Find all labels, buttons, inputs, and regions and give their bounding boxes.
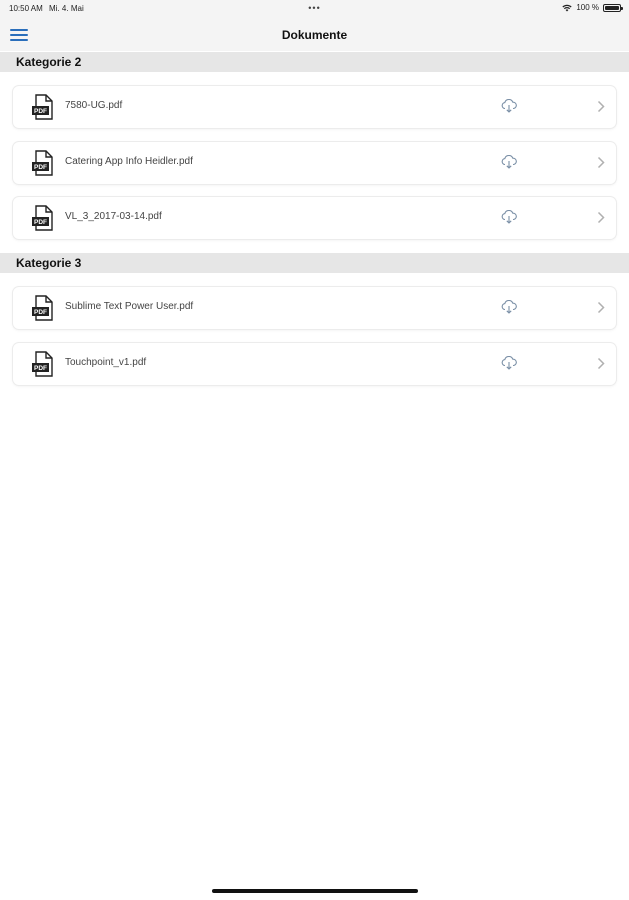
document-row[interactable] xyxy=(13,343,616,385)
battery-icon xyxy=(603,4,621,12)
document-name: VL_3_2017-03-14.pdf xyxy=(65,211,162,222)
svg-text:PDF: PDF xyxy=(34,309,47,316)
document-name: Catering App Info Heidler.pdf xyxy=(65,156,193,167)
pdf-file-icon xyxy=(31,351,55,377)
document-name: 7580-UG.pdf xyxy=(65,100,123,111)
pdf-file-icon xyxy=(31,94,55,120)
navigation-bar xyxy=(0,20,629,51)
chevron-right-icon xyxy=(597,211,605,224)
multitasking-dots[interactable]: ••• xyxy=(308,3,321,13)
section-header-kategorie-2: Kategorie 2 xyxy=(0,52,629,72)
status-time: 10:50 AM xyxy=(9,4,43,13)
chevron-right-icon xyxy=(597,301,605,314)
svg-text:PDF: PDF xyxy=(34,108,47,115)
cloud-download-icon[interactable] xyxy=(501,356,517,370)
document-row[interactable] xyxy=(13,287,616,329)
battery-percent: 100 % xyxy=(576,3,599,12)
chevron-right-icon xyxy=(597,357,605,370)
status-date: Mi. 4. Mai xyxy=(49,4,84,13)
page-title: Dokumente xyxy=(281,28,348,42)
document-row[interactable] xyxy=(13,197,616,239)
cloud-download-icon[interactable] xyxy=(501,300,517,314)
svg-text:PDF: PDF xyxy=(34,164,47,171)
svg-text:PDF: PDF xyxy=(34,365,47,372)
document-row[interactable] xyxy=(13,86,616,128)
cloud-download-icon[interactable] xyxy=(501,210,517,224)
wifi-icon xyxy=(562,4,572,12)
pdf-file-icon xyxy=(31,150,55,176)
pdf-file-icon xyxy=(31,295,55,321)
status-bar xyxy=(0,0,629,20)
pdf-file-icon xyxy=(31,205,55,231)
section-header-kategorie-3: Kategorie 3 xyxy=(0,253,629,273)
document-row[interactable] xyxy=(13,142,616,184)
cloud-download-icon[interactable] xyxy=(501,155,517,169)
chevron-right-icon xyxy=(597,100,605,113)
document-name: Sublime Text Power User.pdf xyxy=(65,301,194,312)
svg-text:PDF: PDF xyxy=(34,219,47,226)
chevron-right-icon xyxy=(597,156,605,169)
status-right-group xyxy=(562,3,621,12)
status-time-date xyxy=(9,4,88,13)
cloud-download-icon[interactable] xyxy=(501,99,517,113)
document-name: Touchpoint_v1.pdf xyxy=(65,357,147,368)
home-indicator[interactable] xyxy=(212,889,418,893)
battery-level xyxy=(605,6,619,10)
